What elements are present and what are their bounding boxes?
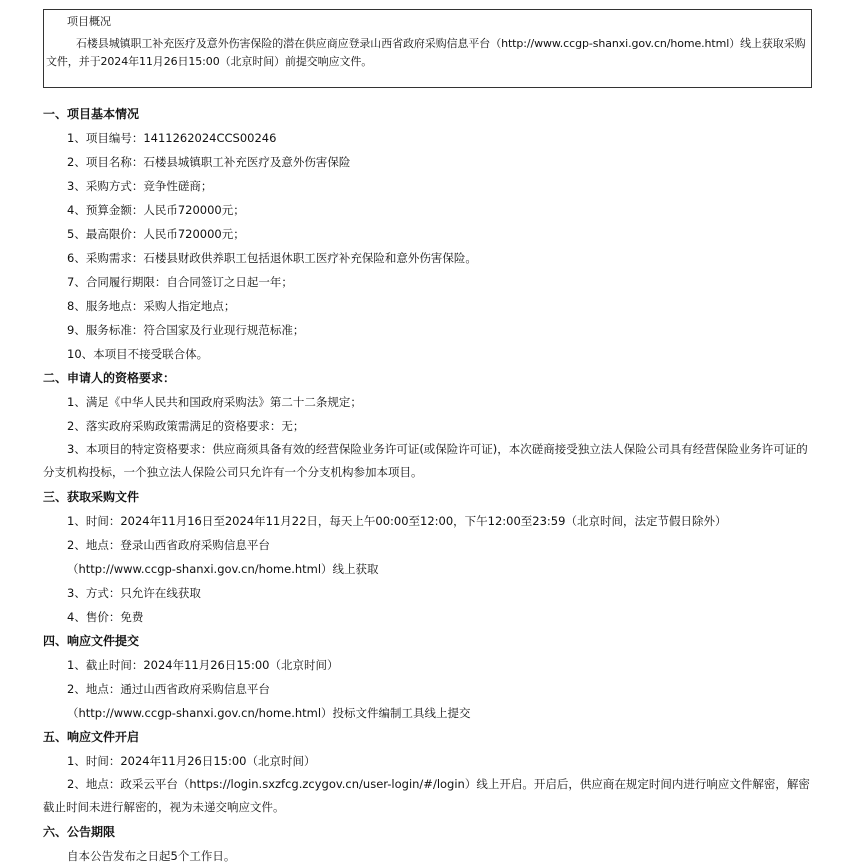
list-item: 8、服务地点：采购人指定地点； xyxy=(67,299,236,313)
list-item: 4、预算金额：人民币720000元； xyxy=(67,203,245,217)
overview-title: 项目概况 xyxy=(67,15,111,28)
section-heading: 四、响应文件提交 xyxy=(43,634,140,648)
list-item: 2、地点：登录山西省政府采购信息平台 xyxy=(67,538,270,552)
list-item: （http://www.ccgp-shanxi.gov.cn/home.html）线上获取 xyxy=(67,562,379,576)
list-item: 7、合同履行期限：自合同签订之日起一年； xyxy=(67,275,293,289)
list-item: 3、方式：只允许在线获取 xyxy=(67,586,201,600)
section-opening xyxy=(43,725,812,820)
list-item: 1、满足《中华人民共和国政府采购法》第二十二条规定； xyxy=(67,395,362,409)
section-qualification xyxy=(43,366,812,485)
overview-text: 石楼县城镇职工补充医疗及意外伤害保险的潜在供应商应登录山西省政府采购信息平台（http://www.ccgp-shanxi.gov.cn/home.html）线上获取采购文件，并于2024年11月26日15:00（北京时间）前提交响应文件。 xyxy=(46,37,806,68)
list-item: 1、时间：2024年11月26日15:00（北京时间） xyxy=(67,754,316,768)
list-item: 6、采购需求：石楼县财政供养职工包括退休职工医疗补充保险和意外伤害保险。 xyxy=(67,251,477,265)
announcement-body xyxy=(43,102,812,868)
list-item: 2、地点：通过山西省政府采购信息平台 xyxy=(67,682,270,696)
section-heading: 五、响应文件开启 xyxy=(43,730,140,744)
list-item: 10、本项目不接受联合体。 xyxy=(67,347,209,361)
section-basic-info xyxy=(43,102,812,366)
list-item: 2、地点：政采云平台（https://login.sxzfcg.zcygov.cn/user-login/#/login）线上开启。开启后，供应商在规定时间内进行响应文件解密，解密截止时间未进行解密的，视为未递交响应文件。 xyxy=(43,777,810,814)
section-obtain-documents xyxy=(43,485,812,629)
list-item: 1、项目编号：1411262024CCS00246 xyxy=(67,131,277,145)
list-item: 2、项目名称：石楼县城镇职工补充医疗及意外伤害保险 xyxy=(67,155,351,169)
list-item: 4、售价：免费 xyxy=(67,610,144,624)
section-submission xyxy=(43,629,812,725)
list-item: 2、落实政府采购政策需满足的资格要求：无； xyxy=(67,419,305,433)
list-item: 5、最高限价：人民币720000元； xyxy=(67,227,245,241)
list-item: （http://www.ccgp-shanxi.gov.cn/home.html）投标文件编制工具线上提交 xyxy=(67,706,471,720)
section-heading: 一、项目基本情况 xyxy=(43,107,140,121)
section-heading: 六、公告期限 xyxy=(43,825,116,839)
list-item: 9、服务标准：符合国家及行业现行规范标准； xyxy=(67,323,305,337)
list-item: 1、截止时间：2024年11月26日15:00（北京时间） xyxy=(67,658,339,672)
section-heading: 三、获取采购文件 xyxy=(43,490,140,504)
list-item: 3、本项目的特定资格要求：供应商须具备有效的经营保险业务许可证(或保险许可证)，本次磋商接受独立法人保险公司具有经营保险业务许可证的分支机构投标，一个独立法人保险公司只允许有一个分支机构参加本项目。 xyxy=(43,442,808,479)
project-overview-box xyxy=(43,9,812,88)
list-item: 自本公告发布之日起5个工作日。 xyxy=(67,849,236,863)
list-item: 1、时间：2024年11月16日至2024年11月22日，每天上午00:00至12:00，下午12:00至23:59（北京时间，法定节假日除外） xyxy=(67,514,727,528)
list-item: 3、采购方式：竞争性磋商； xyxy=(67,179,213,193)
section-notice-period xyxy=(43,820,812,868)
section-heading: 二、申请人的资格要求： xyxy=(43,371,176,385)
